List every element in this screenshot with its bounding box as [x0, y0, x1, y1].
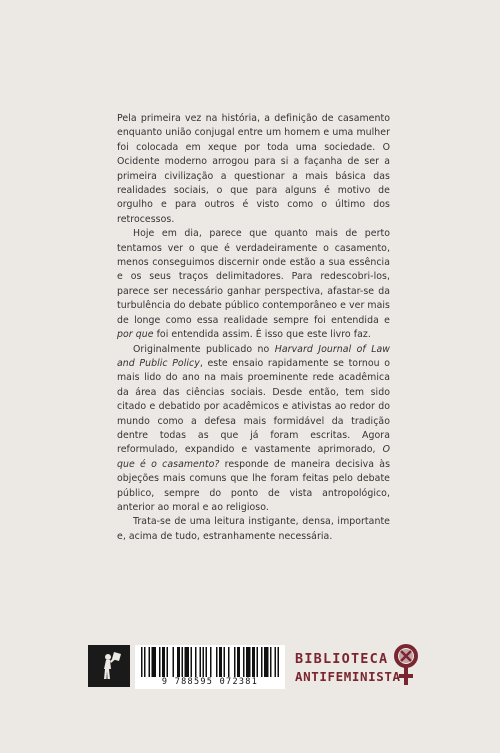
back-cover-text	[117, 112, 390, 544]
text-run: Originalmente publicado no	[133, 343, 275, 355]
paragraph	[117, 515, 390, 544]
paragraph	[117, 227, 390, 342]
reader-silhouette-icon	[88, 645, 130, 687]
barcode-bars	[141, 647, 279, 677]
collection-name-line2: ANTIFEMINISTA	[295, 669, 401, 684]
paragraph	[117, 112, 390, 227]
barcode	[135, 645, 285, 689]
crossed-female-symbol-icon	[393, 643, 419, 691]
text-run-italic: por que	[117, 329, 154, 341]
collection-name-line1: BIBLIOTECA	[295, 651, 389, 667]
collection-logo	[295, 645, 420, 691]
barcode-number: 9 788595 072381	[161, 677, 259, 687]
text-run: Pela primeira vez na história, a definição de casamento enquanto união conjugal entre um homem e uma mulher foi colocada em xeque por toda uma sociedade. O Ocidente moderno arrogou para si a façanha de ser a primeira civilização a questionar a mais básica das realidades sociais, o que para alguns é motivo de orgulho e para outros é visto como o último dos retrocessos.	[117, 113, 390, 225]
text-run: , este ensaio rapidamente se tornou o mais lido do ano na mais proeminente rede acadêmica da área das ciências sociais. Desde então, tem sido citado e debatido por acadêmicos e ativistas ao redor do mundo como a defesa mais formidável da tradição dentre todas as que já foram escritas. Agora reformulado, expandido e vastamente aprimorado,	[117, 357, 390, 456]
text-run: foi entendida assim. É isso que este livro faz.	[153, 329, 371, 341]
text-run-italic: O que é o casamento?	[117, 444, 390, 470]
publisher-logo	[88, 645, 130, 687]
text-run-italic: Harvard Journal of Law and Public Policy	[117, 343, 390, 369]
text-run: responde de maneira decisiva às objeções mais comuns que lhe foram feitas pelo debate público, sempre do ponto de vista antropológico, anterior ao moral e ao religioso.	[117, 458, 391, 513]
paragraph	[117, 343, 390, 516]
back-cover-footer	[88, 645, 418, 691]
text-run: Trata-se de uma leitura instigante, densa, importante e, acima de tudo, estranhamente necessária.	[117, 516, 390, 542]
text-run: Hoje em dia, parece que quanto mais de perto tentamos ver o que é verdadeiramente o casamento, menos conseguimos discernir onde estão a sua essência e os seus traços delimitadores. Para redescobri-los, parece ser necessário ganhar perspectiva, afastar-se da turbulência do debate público contemporâneo e ver mais de longe como essa realidade sempre foi entendida e	[117, 228, 390, 326]
